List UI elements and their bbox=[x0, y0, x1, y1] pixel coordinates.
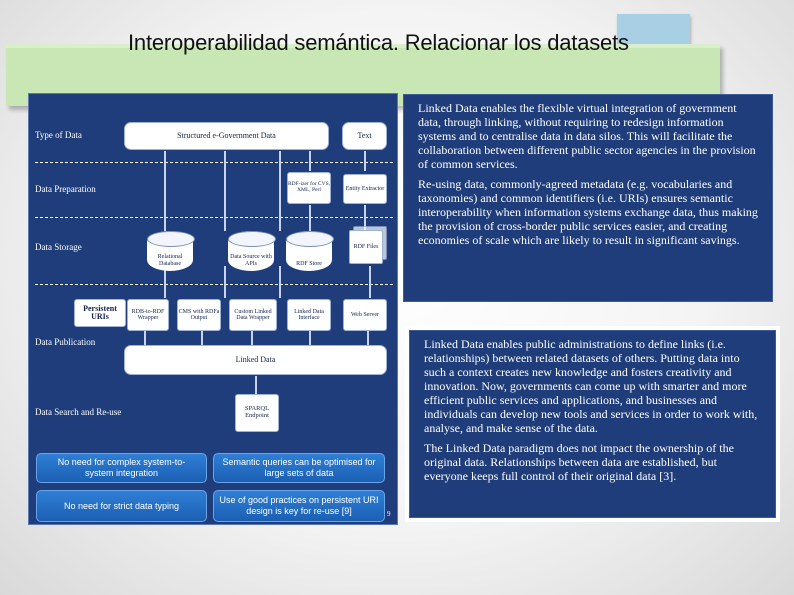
persistent-uris-box: Persistent URIs bbox=[74, 299, 126, 327]
connector bbox=[369, 266, 371, 298]
connector bbox=[364, 151, 366, 171]
page-number: 9 bbox=[387, 510, 391, 518]
connector bbox=[309, 205, 311, 231]
panel-paragraph: Re-using data, commonly-agreed metadata (e.g. vocabularies and taxonomies) and common identifiers (i.e. URIs) ensures semantic interoperability when information systems exchange data, thus making the provision of cross-border public services easier, and creating economies of scale which are likely to result in significant savings. bbox=[418, 177, 758, 247]
row-label-data-storage: Data Storage bbox=[35, 242, 82, 252]
connector bbox=[279, 266, 281, 298]
rdf-files-box: RDF Files bbox=[349, 230, 383, 264]
connector bbox=[251, 330, 253, 346]
panel-paragraph: The Linked Data paradigm does not impact the ownership of the original data. Relationships between data are established, but everyone keeps full control of their original data [3]. bbox=[424, 441, 734, 483]
linked-data-box: Linked Data bbox=[124, 345, 387, 375]
connector bbox=[279, 151, 281, 231]
divider bbox=[35, 217, 393, 218]
benefit-semantic-queries: Semantic queries can be optimised for large sets of data bbox=[213, 453, 385, 483]
connector bbox=[201, 330, 203, 346]
linked-data-interface-box: Linked Data Interface bbox=[287, 299, 331, 331]
panel-paragraph: Linked Data enables the flexible virtual integration of government data, through linking, without requiring to redesign information systems and to centralise data in data silos. This will facilitate the collaboration between different public sector agencies in the provision of common services. bbox=[418, 101, 756, 171]
entity-extractor-box: Entity Extractor bbox=[343, 174, 387, 204]
slide-title: Interoperabilidad semántica. Relacionar los datasets bbox=[128, 30, 629, 55]
panel-paragraph: Linked Data enables public administrations to define links (i.e. relationships) between related datasets of others. Putting data into such a context creates new knowledge and fosters creativity and innovation. Now, governments can come up with smarter and more efficient public services and applications, and businesses and individuals can develop new tools and services in order to work with, analyse, and make sense of the data. bbox=[424, 337, 758, 435]
custom-linked-data-wrapper-box: Custom Linked Data Wrapper bbox=[229, 299, 277, 331]
rdb-to-rdf-wrapper-box: RDB-to-RDF Wrapper bbox=[127, 299, 169, 331]
connector bbox=[144, 330, 146, 346]
benefit-no-complex-integration: No need for complex system-to-system integration bbox=[36, 453, 207, 483]
text-box: Text bbox=[342, 122, 387, 150]
divider bbox=[35, 162, 393, 163]
connector bbox=[309, 330, 311, 346]
rdf-store-cylinder: RDF Store bbox=[286, 231, 332, 271]
row-label-type-of-data: Type of Data bbox=[35, 130, 82, 140]
linked-data-architecture-diagram bbox=[28, 93, 398, 525]
sparql-endpoint-box: SPARQL Endpoint bbox=[235, 394, 279, 432]
connector bbox=[164, 151, 166, 231]
connector bbox=[255, 376, 257, 394]
benefit-no-strict-typing: No need for strict data typing bbox=[36, 490, 207, 522]
linked-data-links-panel bbox=[409, 330, 776, 518]
row-label-data-preparation: Data Preparation bbox=[35, 184, 96, 194]
benefit-persistent-uri-design: Use of good practices on persistent URI design is key for re-use [9] bbox=[213, 490, 385, 522]
relational-database-cylinder: Relational Database bbox=[147, 231, 193, 271]
connector bbox=[224, 266, 226, 298]
web-server-box: Web Server bbox=[343, 299, 387, 331]
connector bbox=[224, 151, 226, 231]
rdf-izer-box: RDF-izer for CVS, XML, Perl bbox=[287, 172, 331, 204]
cms-rdfa-box: CMS with RDFa Output bbox=[177, 299, 221, 331]
connector bbox=[309, 151, 311, 171]
structured-egov-data-box: Structured e-Government Data bbox=[124, 122, 329, 150]
row-label-data-publication: Data Publication bbox=[35, 337, 96, 347]
data-source-apis-cylinder: Data Source with APIs bbox=[228, 231, 274, 271]
connector bbox=[367, 330, 369, 346]
row-label-data-search: Data Search and Re-use bbox=[35, 407, 122, 417]
divider bbox=[35, 284, 393, 285]
linked-data-integration-panel bbox=[403, 94, 773, 302]
